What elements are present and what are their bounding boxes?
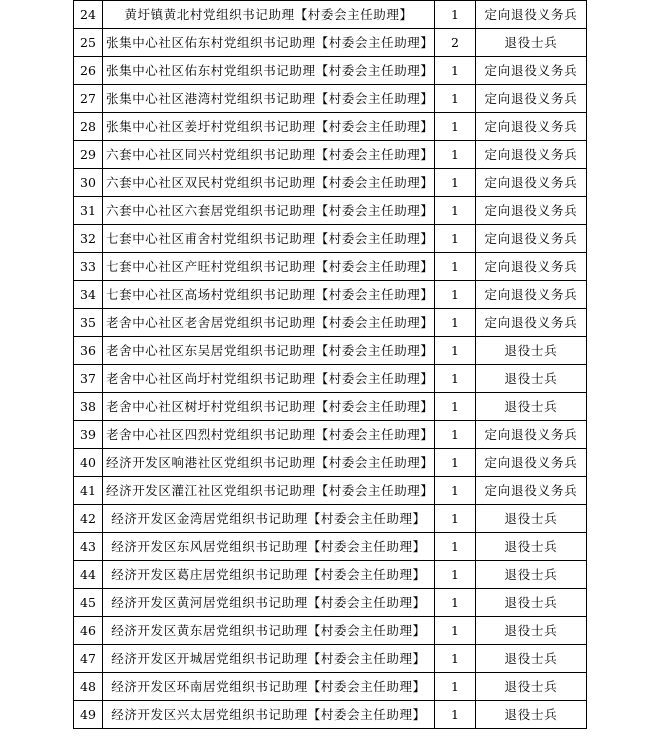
row-number-cell: 40 <box>74 449 103 477</box>
headcount-cell: 1 <box>435 197 476 225</box>
requirement-cell: 退役士兵 <box>476 561 587 589</box>
row-number-cell: 41 <box>74 477 103 505</box>
headcount-cell: 1 <box>435 281 476 309</box>
requirement-cell: 退役士兵 <box>476 29 587 57</box>
requirement-cell: 定向退役义务兵 <box>476 421 587 449</box>
table-row <box>74 169 587 197</box>
row-number-cell: 42 <box>74 505 103 533</box>
position-name-cell: 经济开发区响港社区党组织书记助理【村委会主任助理】 <box>103 449 435 477</box>
requirement-cell: 定向退役义务兵 <box>476 477 587 505</box>
row-number-cell: 38 <box>74 393 103 421</box>
headcount-cell: 1 <box>435 85 476 113</box>
position-name-cell: 黄圩镇黄北村党组织书记助理【村委会主任助理】 <box>103 1 435 29</box>
table-row <box>74 561 587 589</box>
row-number-cell: 32 <box>74 225 103 253</box>
headcount-cell: 2 <box>435 29 476 57</box>
table-row <box>74 197 587 225</box>
requirement-cell: 退役士兵 <box>476 617 587 645</box>
table-row <box>74 505 587 533</box>
position-name-cell: 六套中心社区六套居党组织书记助理【村委会主任助理】 <box>103 197 435 225</box>
row-number-cell: 26 <box>74 57 103 85</box>
table-row <box>74 589 587 617</box>
table-row <box>74 29 587 57</box>
requirement-cell: 退役士兵 <box>476 645 587 673</box>
headcount-cell: 1 <box>435 477 476 505</box>
row-number-cell: 43 <box>74 533 103 561</box>
requirement-cell: 退役士兵 <box>476 365 587 393</box>
requirement-cell: 退役士兵 <box>476 589 587 617</box>
position-name-cell: 经济开发区兴太居党组织书记助理【村委会主任助理】 <box>103 701 435 729</box>
headcount-cell: 1 <box>435 141 476 169</box>
row-number-cell: 49 <box>74 701 103 729</box>
row-number-cell: 39 <box>74 421 103 449</box>
requirement-cell: 定向退役义务兵 <box>476 309 587 337</box>
table-row <box>74 281 587 309</box>
positions-table <box>73 0 587 729</box>
requirement-cell: 定向退役义务兵 <box>476 281 587 309</box>
row-number-cell: 24 <box>74 1 103 29</box>
headcount-cell: 1 <box>435 169 476 197</box>
headcount-cell: 1 <box>435 309 476 337</box>
table-row <box>74 113 587 141</box>
row-number-cell: 36 <box>74 337 103 365</box>
table-row <box>74 365 587 393</box>
row-number-cell: 34 <box>74 281 103 309</box>
headcount-cell: 1 <box>435 225 476 253</box>
table-row <box>74 533 587 561</box>
headcount-cell: 1 <box>435 57 476 85</box>
row-number-cell: 31 <box>74 197 103 225</box>
positions-table-body <box>74 1 587 729</box>
position-name-cell: 经济开发区开城居党组织书记助理【村委会主任助理】 <box>103 645 435 673</box>
headcount-cell: 1 <box>435 617 476 645</box>
position-name-cell: 老舍中心社区老舍居党组织书记助理【村委会主任助理】 <box>103 309 435 337</box>
position-name-cell: 老舍中心社区尚圩村党组织书记助理【村委会主任助理】 <box>103 365 435 393</box>
table-row <box>74 309 587 337</box>
table-row <box>74 225 587 253</box>
requirement-cell: 退役士兵 <box>476 533 587 561</box>
table-row <box>74 701 587 729</box>
row-number-cell: 30 <box>74 169 103 197</box>
row-number-cell: 25 <box>74 29 103 57</box>
table-row <box>74 141 587 169</box>
row-number-cell: 35 <box>74 309 103 337</box>
headcount-cell: 1 <box>435 673 476 701</box>
table-row <box>74 337 587 365</box>
requirement-cell: 退役士兵 <box>476 337 587 365</box>
headcount-cell: 1 <box>435 449 476 477</box>
position-name-cell: 老舍中心社区四烈村党组织书记助理【村委会主任助理】 <box>103 421 435 449</box>
position-name-cell: 张集中心社区佑东村党组织书记助理【村委会主任助理】 <box>103 29 435 57</box>
row-number-cell: 47 <box>74 645 103 673</box>
table-row <box>74 645 587 673</box>
position-name-cell: 经济开发区灌江社区党组织书记助理【村委会主任助理】 <box>103 477 435 505</box>
row-number-cell: 33 <box>74 253 103 281</box>
requirement-cell: 定向退役义务兵 <box>476 449 587 477</box>
requirement-cell: 定向退役义务兵 <box>476 1 587 29</box>
headcount-cell: 1 <box>435 589 476 617</box>
row-number-cell: 46 <box>74 617 103 645</box>
headcount-cell: 1 <box>435 365 476 393</box>
requirement-cell: 退役士兵 <box>476 673 587 701</box>
table-row <box>74 477 587 505</box>
requirement-cell: 定向退役义务兵 <box>476 85 587 113</box>
position-name-cell: 张集中心社区港湾村党组织书记助理【村委会主任助理】 <box>103 85 435 113</box>
table-row <box>74 253 587 281</box>
table-row <box>74 57 587 85</box>
table-row <box>74 421 587 449</box>
position-name-cell: 张集中心社区佑东村党组织书记助理【村委会主任助理】 <box>103 57 435 85</box>
row-number-cell: 44 <box>74 561 103 589</box>
position-name-cell: 经济开发区环南居党组织书记助理【村委会主任助理】 <box>103 673 435 701</box>
requirement-cell: 定向退役义务兵 <box>476 113 587 141</box>
headcount-cell: 1 <box>435 561 476 589</box>
headcount-cell: 1 <box>435 393 476 421</box>
headcount-cell: 1 <box>435 1 476 29</box>
row-number-cell: 27 <box>74 85 103 113</box>
requirement-cell: 退役士兵 <box>476 701 587 729</box>
table-row <box>74 85 587 113</box>
requirement-cell: 定向退役义务兵 <box>476 225 587 253</box>
headcount-cell: 1 <box>435 701 476 729</box>
position-name-cell: 七套中心社区甫舍村党组织书记助理【村委会主任助理】 <box>103 225 435 253</box>
requirement-cell: 定向退役义务兵 <box>476 253 587 281</box>
position-name-cell: 经济开发区金湾居党组织书记助理【村委会主任助理】 <box>103 505 435 533</box>
requirement-cell: 定向退役义务兵 <box>476 197 587 225</box>
requirement-cell: 退役士兵 <box>476 505 587 533</box>
position-name-cell: 经济开发区东风居党组织书记助理【村委会主任助理】 <box>103 533 435 561</box>
position-name-cell: 经济开发区黄河居党组织书记助理【村委会主任助理】 <box>103 589 435 617</box>
position-name-cell: 老舍中心社区东吴居党组织书记助理【村委会主任助理】 <box>103 337 435 365</box>
table-row <box>74 617 587 645</box>
position-name-cell: 经济开发区葛庄居党组织书记助理【村委会主任助理】 <box>103 561 435 589</box>
position-name-cell: 张集中心社区姜圩村党组织书记助理【村委会主任助理】 <box>103 113 435 141</box>
position-name-cell: 六套中心社区同兴村党组织书记助理【村委会主任助理】 <box>103 141 435 169</box>
requirement-cell: 退役士兵 <box>476 393 587 421</box>
position-name-cell: 七套中心社区高场村党组织书记助理【村委会主任助理】 <box>103 281 435 309</box>
requirement-cell: 定向退役义务兵 <box>476 169 587 197</box>
headcount-cell: 1 <box>435 533 476 561</box>
headcount-cell: 1 <box>435 645 476 673</box>
row-number-cell: 48 <box>74 673 103 701</box>
headcount-cell: 1 <box>435 253 476 281</box>
position-name-cell: 七套中心社区产旺村党组织书记助理【村委会主任助理】 <box>103 253 435 281</box>
position-name-cell: 经济开发区黄东居党组织书记助理【村委会主任助理】 <box>103 617 435 645</box>
row-number-cell: 45 <box>74 589 103 617</box>
row-number-cell: 37 <box>74 365 103 393</box>
table-row <box>74 449 587 477</box>
headcount-cell: 1 <box>435 337 476 365</box>
headcount-cell: 1 <box>435 421 476 449</box>
table-row <box>74 1 587 29</box>
headcount-cell: 1 <box>435 113 476 141</box>
table-row <box>74 673 587 701</box>
headcount-cell: 1 <box>435 505 476 533</box>
position-name-cell: 六套中心社区双民村党组织书记助理【村委会主任助理】 <box>103 169 435 197</box>
requirement-cell: 定向退役义务兵 <box>476 141 587 169</box>
table-row <box>74 393 587 421</box>
position-name-cell: 老舍中心社区树圩村党组织书记助理【村委会主任助理】 <box>103 393 435 421</box>
row-number-cell: 28 <box>74 113 103 141</box>
requirement-cell: 定向退役义务兵 <box>476 57 587 85</box>
row-number-cell: 29 <box>74 141 103 169</box>
